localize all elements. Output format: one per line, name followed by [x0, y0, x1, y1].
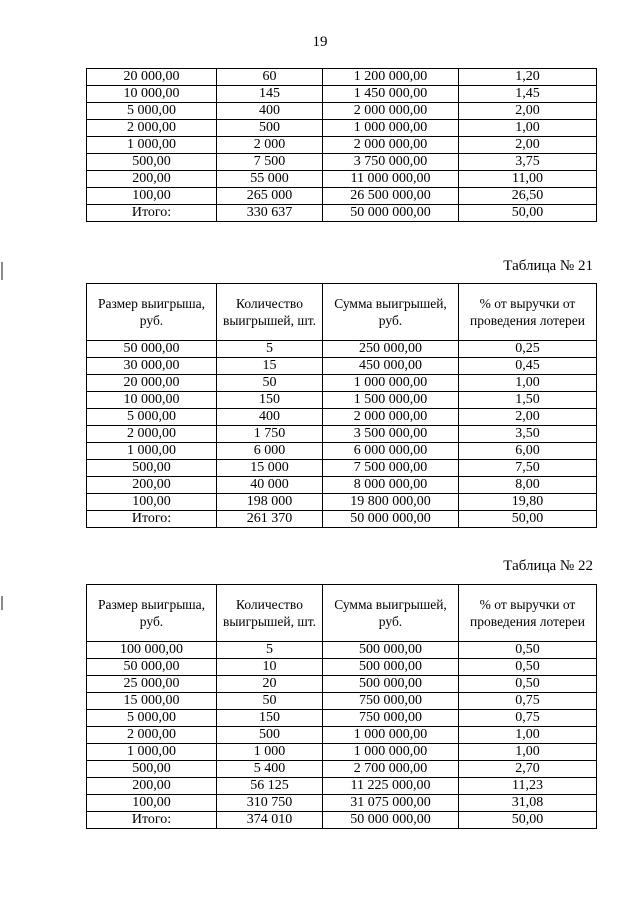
- table-row: [87, 154, 597, 171]
- revenue-percent-cell: 26,50: [459, 188, 597, 205]
- prize-sum-cell: 500 000,00: [323, 642, 459, 659]
- prize-sum-cell: 1 500 000,00: [323, 392, 459, 409]
- prize-count-cell: 330 637: [217, 205, 323, 222]
- prize-count-cell: 1 750: [217, 426, 323, 443]
- prize-count-cell: 261 370: [217, 511, 323, 528]
- prize-size-cell: 5 000,00: [87, 103, 217, 120]
- revenue-percent-cell: 3,50: [459, 426, 597, 443]
- revenue-percent-cell: 8,00: [459, 477, 597, 494]
- scan-edge-mark: [1, 262, 3, 280]
- revenue-percent-cell: 0,75: [459, 710, 597, 727]
- prize-table-continued: [86, 68, 597, 222]
- prize-count-cell: 50: [217, 375, 323, 392]
- prize-count-cell: 56 125: [217, 778, 323, 795]
- prize-sum-cell: 1 200 000,00: [323, 69, 459, 86]
- revenue-percent-cell: 1,00: [459, 727, 597, 744]
- prize-size-cell: 100,00: [87, 188, 217, 205]
- prize-count-cell: 15: [217, 358, 323, 375]
- prize-sum-cell: 500 000,00: [323, 659, 459, 676]
- revenue-percent-cell: 1,50: [459, 392, 597, 409]
- prize-sum-cell: 2 000 000,00: [323, 409, 459, 426]
- revenue-percent-cell: 7,50: [459, 460, 597, 477]
- prize-size-cell: Итого:: [87, 205, 217, 222]
- table-row: [87, 188, 597, 205]
- scan-edge-mark: [1, 596, 3, 610]
- table-body: [87, 69, 597, 222]
- revenue-percent-cell: 31,08: [459, 795, 597, 812]
- prize-size-cell: 2 000,00: [87, 120, 217, 137]
- prize-count-cell: 145: [217, 86, 323, 103]
- prize-count-cell: 400: [217, 103, 323, 120]
- prize-sum-cell: 2 700 000,00: [323, 761, 459, 778]
- prize-size-cell: 200,00: [87, 477, 217, 494]
- prize-size-cell: 200,00: [87, 778, 217, 795]
- prize-sum-cell: 3 500 000,00: [323, 426, 459, 443]
- prize-size-cell: 100,00: [87, 795, 217, 812]
- revenue-percent-cell: 0,45: [459, 358, 597, 375]
- prize-size-cell: 500,00: [87, 460, 217, 477]
- prize-size-cell: 5 000,00: [87, 710, 217, 727]
- header-prize-sum: Сумма выигрышей, руб.: [323, 585, 459, 642]
- table-row: [87, 727, 597, 744]
- revenue-percent-cell: 0,50: [459, 642, 597, 659]
- header-prize-count: Количество выигрышей, шт.: [217, 585, 323, 642]
- table-body: [87, 642, 597, 829]
- table-row: [87, 426, 597, 443]
- prize-count-cell: 265 000: [217, 188, 323, 205]
- table-row: [87, 86, 597, 103]
- prize-count-cell: 40 000: [217, 477, 323, 494]
- total-row: [87, 205, 597, 222]
- prize-count-cell: 400: [217, 409, 323, 426]
- header-revenue-percent: % от выручки от проведения лотереи: [459, 284, 597, 341]
- prize-size-cell: 5 000,00: [87, 409, 217, 426]
- revenue-percent-cell: 1,00: [459, 375, 597, 392]
- prize-count-cell: 150: [217, 392, 323, 409]
- prize-count-cell: 500: [217, 120, 323, 137]
- prize-sum-cell: 500 000,00: [323, 676, 459, 693]
- prize-count-cell: 150: [217, 710, 323, 727]
- revenue-percent-cell: 1,45: [459, 86, 597, 103]
- table-row: [87, 392, 597, 409]
- table-row: [87, 460, 597, 477]
- prize-sum-cell: 50 000 000,00: [323, 205, 459, 222]
- prize-count-cell: 198 000: [217, 494, 323, 511]
- revenue-percent-cell: 1,20: [459, 69, 597, 86]
- prize-size-cell: 100,00: [87, 494, 217, 511]
- prize-sum-cell: 1 000 000,00: [323, 120, 459, 137]
- prize-size-cell: 1 000,00: [87, 137, 217, 154]
- prize-size-cell: 2 000,00: [87, 426, 217, 443]
- total-row: [87, 812, 597, 829]
- revenue-percent-cell: 2,70: [459, 761, 597, 778]
- page-number: 19: [312, 34, 328, 50]
- revenue-percent-cell: 0,50: [459, 676, 597, 693]
- prize-sum-cell: 1 000 000,00: [323, 727, 459, 744]
- table-row: [87, 120, 597, 137]
- prize-sum-cell: 1 000 000,00: [323, 375, 459, 392]
- prize-count-cell: 15 000: [217, 460, 323, 477]
- prize-count-cell: 1 000: [217, 744, 323, 761]
- prize-table-21: [86, 283, 597, 528]
- prize-sum-cell: 750 000,00: [323, 693, 459, 710]
- prize-size-cell: 10 000,00: [87, 392, 217, 409]
- table-row: [87, 494, 597, 511]
- table-row: [87, 69, 597, 86]
- table-row: [87, 744, 597, 761]
- table-row: [87, 477, 597, 494]
- prize-count-cell: 6 000: [217, 443, 323, 460]
- prize-size-cell: 20 000,00: [87, 375, 217, 392]
- prize-count-cell: 50: [217, 693, 323, 710]
- prize-count-cell: 10: [217, 659, 323, 676]
- prize-count-cell: 60: [217, 69, 323, 86]
- revenue-percent-cell: 3,75: [459, 154, 597, 171]
- revenue-percent-cell: 0,75: [459, 693, 597, 710]
- prize-size-cell: Итого:: [87, 812, 217, 829]
- header-row: [87, 585, 597, 642]
- table-row: [87, 710, 597, 727]
- prize-count-cell: 2 000: [217, 137, 323, 154]
- revenue-percent-cell: 11,23: [459, 778, 597, 795]
- prize-sum-cell: 26 500 000,00: [323, 188, 459, 205]
- prize-count-cell: 20: [217, 676, 323, 693]
- table-row: [87, 341, 597, 358]
- revenue-percent-cell: 1,00: [459, 120, 597, 137]
- table-row: [87, 795, 597, 812]
- prize-count-cell: 374 010: [217, 812, 323, 829]
- header-row: [87, 284, 597, 341]
- revenue-percent-cell: 1,00: [459, 744, 597, 761]
- prize-sum-cell: 450 000,00: [323, 358, 459, 375]
- prize-size-cell: 15 000,00: [87, 693, 217, 710]
- header-prize-size: Размер выигрыша, руб.: [87, 284, 217, 341]
- revenue-percent-cell: 11,00: [459, 171, 597, 188]
- table-body: [87, 341, 597, 528]
- prize-size-cell: 1 000,00: [87, 443, 217, 460]
- prize-sum-cell: 2 000 000,00: [323, 103, 459, 120]
- prize-sum-cell: 250 000,00: [323, 341, 459, 358]
- table-row: [87, 409, 597, 426]
- total-row: [87, 511, 597, 528]
- prize-count-cell: 7 500: [217, 154, 323, 171]
- table-row: [87, 358, 597, 375]
- table-row: [87, 693, 597, 710]
- prize-sum-cell: 2 000 000,00: [323, 137, 459, 154]
- table-row: [87, 375, 597, 392]
- prize-size-cell: 10 000,00: [87, 86, 217, 103]
- table-row: [87, 761, 597, 778]
- revenue-percent-cell: 50,00: [459, 205, 597, 222]
- revenue-percent-cell: 0,50: [459, 659, 597, 676]
- prize-table-22: [86, 584, 597, 829]
- table-row: [87, 171, 597, 188]
- header-prize-size: Размер выигрыша, руб.: [87, 585, 217, 642]
- prize-count-cell: 310 750: [217, 795, 323, 812]
- revenue-percent-cell: 50,00: [459, 812, 597, 829]
- prize-sum-cell: 7 500 000,00: [323, 460, 459, 477]
- revenue-percent-cell: 50,00: [459, 511, 597, 528]
- prize-size-cell: 500,00: [87, 154, 217, 171]
- revenue-percent-cell: 6,00: [459, 443, 597, 460]
- revenue-percent-cell: 19,80: [459, 494, 597, 511]
- revenue-percent-cell: 0,25: [459, 341, 597, 358]
- prize-size-cell: 50 000,00: [87, 341, 217, 358]
- table-row: [87, 642, 597, 659]
- prize-count-cell: 5: [217, 341, 323, 358]
- prize-size-cell: 50 000,00: [87, 659, 217, 676]
- prize-size-cell: 20 000,00: [87, 69, 217, 86]
- table-header: [87, 585, 597, 642]
- revenue-percent-cell: 2,00: [459, 409, 597, 426]
- prize-size-cell: 200,00: [87, 171, 217, 188]
- table-caption-22: Таблица № 22: [503, 558, 593, 574]
- prize-count-cell: 55 000: [217, 171, 323, 188]
- table-row: [87, 137, 597, 154]
- prize-sum-cell: 11 000 000,00: [323, 171, 459, 188]
- revenue-percent-cell: 2,00: [459, 137, 597, 154]
- prize-sum-cell: 50 000 000,00: [323, 812, 459, 829]
- prize-sum-cell: 3 750 000,00: [323, 154, 459, 171]
- prize-sum-cell: 11 225 000,00: [323, 778, 459, 795]
- prize-size-cell: 25 000,00: [87, 676, 217, 693]
- prize-size-cell: 500,00: [87, 761, 217, 778]
- table-caption-21: Таблица № 21: [503, 258, 593, 274]
- header-prize-count: Количество выигрышей, шт.: [217, 284, 323, 341]
- prize-size-cell: Итого:: [87, 511, 217, 528]
- table-row: [87, 676, 597, 693]
- prize-sum-cell: 31 075 000,00: [323, 795, 459, 812]
- prize-sum-cell: 1 000 000,00: [323, 744, 459, 761]
- table-row: [87, 103, 597, 120]
- table-row: [87, 443, 597, 460]
- prize-sum-cell: 1 450 000,00: [323, 86, 459, 103]
- prize-size-cell: 30 000,00: [87, 358, 217, 375]
- prize-size-cell: 2 000,00: [87, 727, 217, 744]
- prize-size-cell: 1 000,00: [87, 744, 217, 761]
- prize-count-cell: 5: [217, 642, 323, 659]
- prize-count-cell: 500: [217, 727, 323, 744]
- table-row: [87, 659, 597, 676]
- prize-sum-cell: 6 000 000,00: [323, 443, 459, 460]
- header-revenue-percent: % от выручки от проведения лотереи: [459, 585, 597, 642]
- revenue-percent-cell: 2,00: [459, 103, 597, 120]
- prize-count-cell: 5 400: [217, 761, 323, 778]
- table-row: [87, 778, 597, 795]
- prize-size-cell: 100 000,00: [87, 642, 217, 659]
- prize-sum-cell: 8 000 000,00: [323, 477, 459, 494]
- prize-sum-cell: 19 800 000,00: [323, 494, 459, 511]
- prize-sum-cell: 50 000 000,00: [323, 511, 459, 528]
- table-header: [87, 284, 597, 341]
- prize-sum-cell: 750 000,00: [323, 710, 459, 727]
- header-prize-sum: Сумма выигрышей, руб.: [323, 284, 459, 341]
